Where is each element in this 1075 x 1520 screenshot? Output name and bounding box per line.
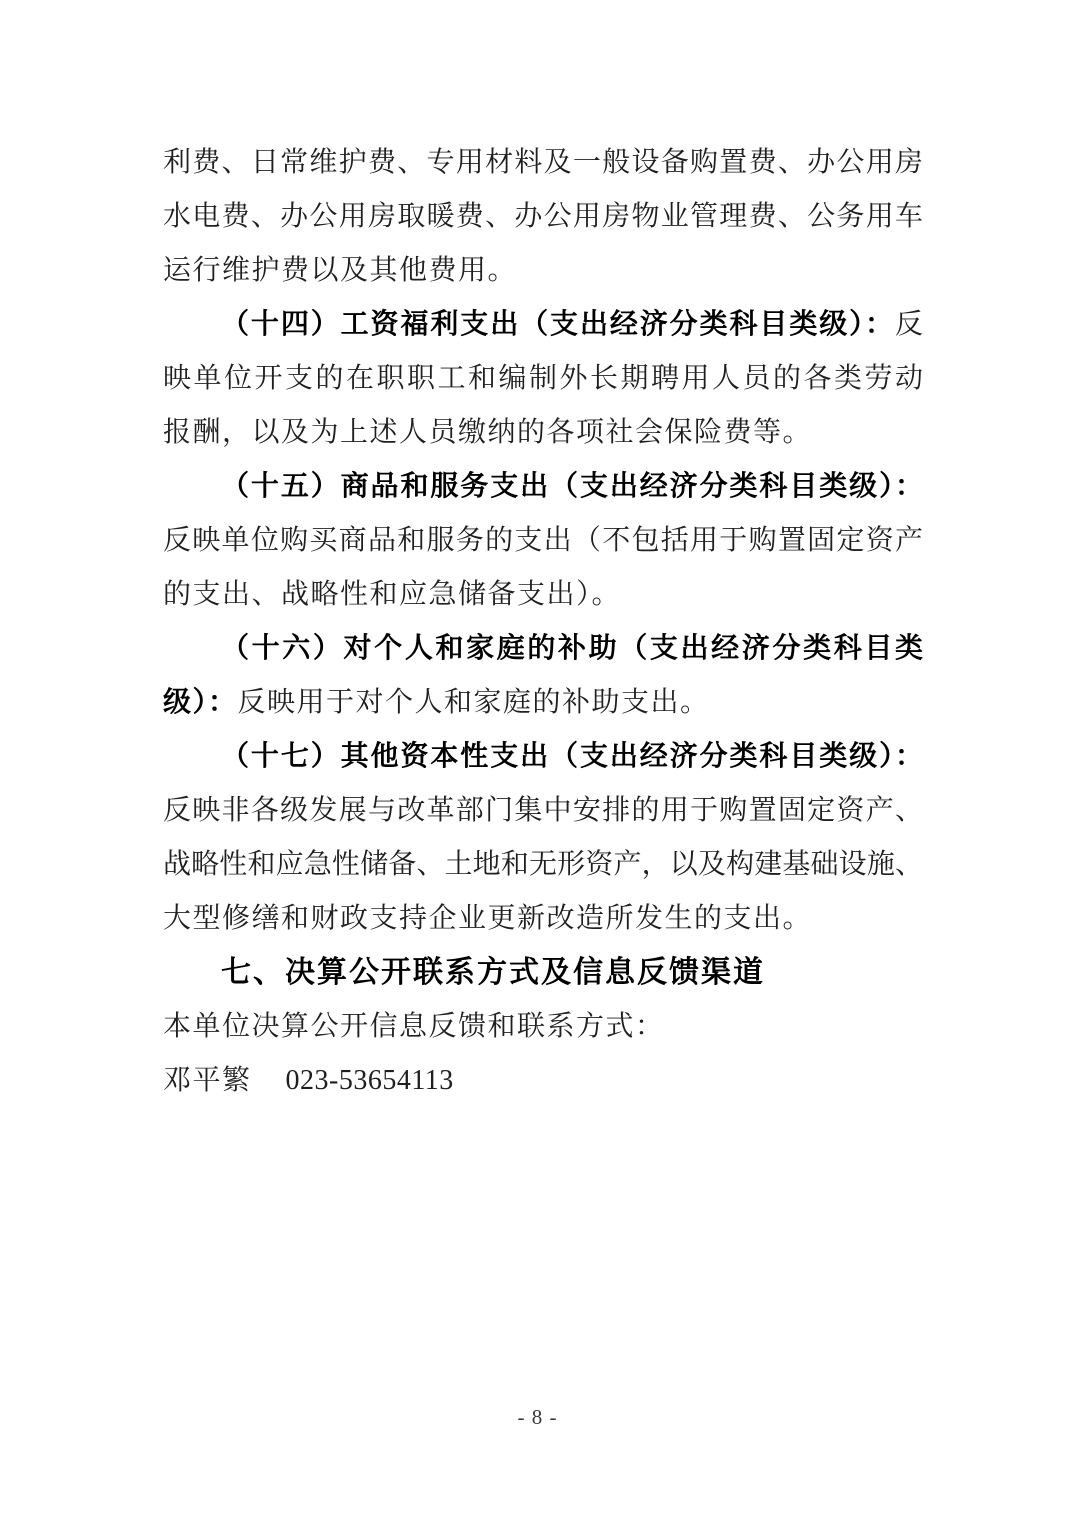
bold-section-lead: 级）：	[163, 687, 238, 718]
body-text: 战略性和应急性储备、土地和无形资产，以及构建基础设施、	[163, 849, 923, 880]
section-heading: 七、决算公开联系方式及信息反馈渠道	[221, 956, 765, 989]
text-line	[163, 244, 923, 298]
text-line	[163, 406, 923, 460]
body-text: 映单位开支的在职职工和编制外长期聘用人员的各类劳动	[163, 363, 923, 394]
text-line	[163, 136, 923, 190]
text-line-section-14	[163, 298, 923, 352]
body-text: 水电费、办公用房取暖费、办公用房物业管理费、公务用车	[163, 201, 923, 232]
text-line	[163, 568, 923, 622]
text-line	[163, 892, 923, 946]
text-line	[163, 784, 923, 838]
bold-section-lead: （十六）对个人和家庭的补助（支出经济分类科目类	[221, 633, 923, 664]
contact-intro: 本单位决算公开信息反馈和联系方式：	[163, 1011, 665, 1042]
bold-section-lead: （十四）工资福利支出（支出经济分类科目类级）：	[221, 309, 895, 340]
contact-line	[163, 1054, 923, 1108]
contact-intro-line	[163, 1000, 923, 1054]
text-line	[163, 514, 923, 568]
contact-phone: 023-53654113	[285, 1065, 454, 1096]
body-text: 反映非各级发展与改革部门集中安排的用于购置固定资产、	[163, 795, 923, 826]
body-text: 反	[894, 309, 923, 340]
bold-section-lead: （十五）商品和服务支出（支出经济分类科目类级）：	[221, 471, 923, 502]
body-text: 报酬，以及为上述人员缴纳的各项社会保险费等。	[163, 417, 813, 448]
text-line	[163, 352, 923, 406]
page-number: - 8 -	[517, 1405, 558, 1429]
document-body	[163, 136, 923, 1108]
text-line	[163, 190, 923, 244]
text-line	[163, 676, 923, 730]
contact-name: 邓平繁	[163, 1065, 252, 1096]
body-text: 反映单位购买商品和服务的支出（不包括用于购置固定资产	[163, 525, 923, 556]
text-line-section-15	[163, 460, 923, 514]
body-text: 运行维护费以及其他费用。	[163, 255, 518, 286]
text-line-section-16	[163, 622, 923, 676]
text-line	[163, 838, 923, 892]
page-footer	[0, 1402, 1075, 1432]
body-text: 大型修缮和财政支持企业更新改造所发生的支出。	[163, 903, 813, 934]
body-text: 利费、日常维护费、专用材料及一般设备购置费、办公用房	[163, 147, 923, 178]
body-text: 的支出、战略性和应急储备支出）。	[163, 579, 622, 610]
text-line-section-17	[163, 730, 923, 784]
body-text: 反映用于对个人和家庭的补助支出。	[237, 687, 710, 718]
bold-section-lead: （十七）其他资本性支出（支出经济分类科目类级）：	[221, 741, 923, 772]
